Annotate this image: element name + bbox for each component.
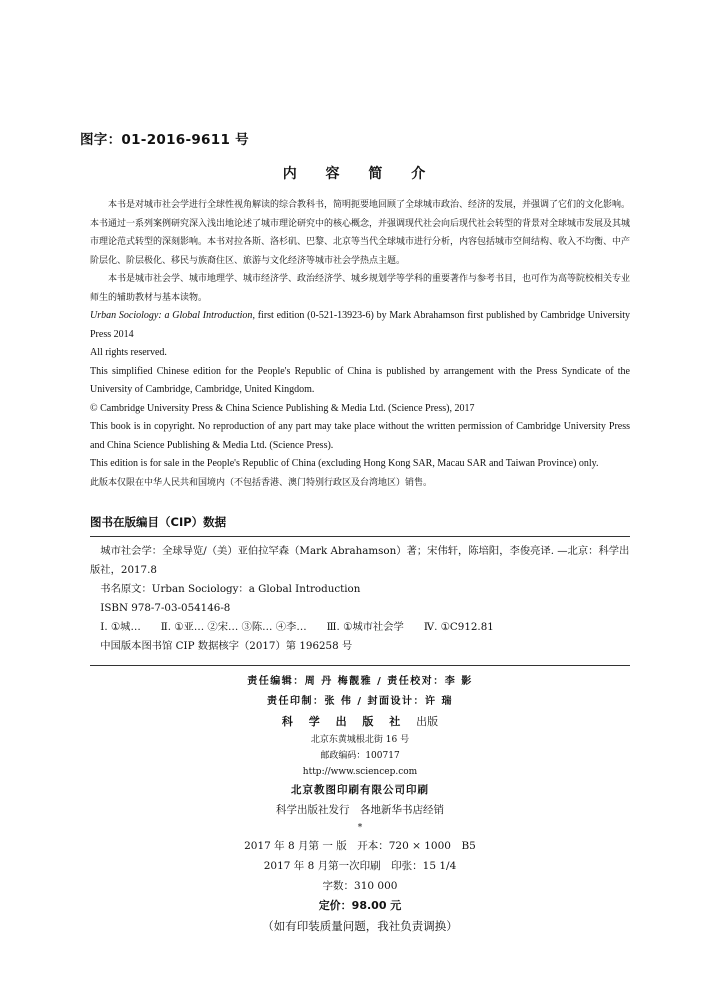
intro-title: 内 容 简 介	[282, 166, 438, 182]
separator-star: *	[357, 823, 363, 833]
cip-top-rule	[90, 536, 630, 537]
printer-line: 北京教图印刷有限公司印刷	[291, 784, 429, 796]
simplified-edition-note: This simplified Chinese edition for the People's Republic of China is published by arrangement with the Press Syndicate of the University of Cambridge, Cambridge, United Kingdom.	[90, 365, 630, 395]
publisher-line	[0, 712, 720, 732]
intro-paragraph-1: 本书是对城市社会学进行全球性视角解读的综合教科书，简明扼要地回顾了全球城市政治、经济的发展，并强调了它们的文化影响。本书通过一系列案例研究深入浅出地论述了城市理论研究中的核心概念，并强调现代社会向后现代社会转型的背景对全球城市发展及其城市理论范式转型的深刻影响。本书对拉各斯、洛杉矶、巴黎、北京等当代全球城市进行分析，内容包括城市空间结构、收入不均衡、中产阶层化、阶层极化、移民与族裔住区、旅游与文化经济等城市社会学热点主题。	[90, 200, 631, 266]
cip-title: 图书在版编目（CIP）数据	[90, 515, 227, 529]
edition-line: 2017 年 8 月第 一 版 开本：720 × 1000 B5	[244, 840, 476, 852]
distribution-line: 科学出版社发行 各地新华书店经销	[276, 804, 444, 816]
publisher-address: 北京东黄城根北街 16 号	[310, 735, 410, 745]
registration-number: 图字：01-2016-9611 号	[80, 132, 249, 148]
cip-line-isbn: ISBN 978-7-03-054146-8	[100, 602, 231, 614]
class-item-1: Ⅰ. ①城…	[100, 621, 141, 633]
postcode: 邮政编码：100717	[320, 751, 400, 761]
cip-line-title: 城市社会学：全球导览/（美）亚伯拉罕森（Mark Abrahamson）著；宋伟轩，陈培阳，李俊亮译. —北京：科学出版社，2017.8	[90, 545, 630, 576]
copyright-line: © Cambridge University Press & China Science Publishing & Media Ltd. (Science Press), 2017	[90, 402, 475, 414]
sale-notice-en: This edition is for sale in the People's Republic of China (excluding Hong Kong SAR, Macau SAR and Taiwan Province) only.	[90, 458, 599, 469]
class-item-3: Ⅲ. ①城市社会学	[326, 621, 404, 633]
cip-data	[90, 542, 630, 656]
cip-line-classification	[90, 618, 630, 637]
sale-notice-cn: 此版本仅限在中华人民共和国境内（不包括香港、澳门特别行政区及台湾地区）销售。	[90, 477, 433, 488]
cip-line-original: 书名原文：Urban Sociology：a Global Introduction	[100, 583, 361, 595]
intro-paragraph-2: 本书是城市社会学、城市地理学、城市经济学、政治经济学、城乡规划学等学科的重要著作与参考书目，也可作为高等院校相关专业师生的辅助教材与基本读物。	[90, 274, 631, 303]
quality-notice: （如有印装质量问题，我社负责调换）	[262, 919, 458, 933]
cip-bottom-rule	[90, 665, 630, 666]
publisher-suffix: 出版	[416, 715, 439, 728]
rights-reserved: All rights reserved.	[90, 347, 167, 358]
original-title: Urban Sociology: a Global Introduction	[90, 310, 253, 321]
colophon	[0, 672, 720, 936]
website-url: http://www.sciencep.com	[302, 767, 418, 777]
cip-line-number: 中国版本图书馆 CIP 数据核字（2017）第 196258 号	[100, 640, 353, 652]
price: 定价：98.00 元	[318, 899, 402, 912]
class-item-2: Ⅱ. ①亚… ②宋… ③陈… ④李…	[160, 621, 307, 633]
copyright-notice: This book is in copyright. No reproduction of any part may take place without the written permission of Cambridge University Press and China Science Publishing & Media Ltd. (Science Press).	[90, 421, 630, 451]
printing-line: 2017 年 8 月第一次印刷 印张：15 1/4	[263, 860, 457, 872]
intro-section	[90, 196, 630, 492]
print-design-line: 责任印制：张 伟 / 封面设计：许 瑞	[266, 696, 454, 707]
original-edition-note	[90, 307, 630, 344]
editors-line: 责任编辑：周 丹 梅靓雅 / 责任校对：李 影	[247, 676, 473, 687]
original-edition-details: , first edition (0-521-13923-6) by Mark Abrahamson first published by Cambridge University Press 2014	[90, 310, 630, 340]
publisher-name: 科 学 出 版 社	[281, 715, 407, 728]
word-count: 字数：310 000	[322, 880, 398, 892]
class-item-4: Ⅳ. ①C912.81	[423, 621, 494, 633]
